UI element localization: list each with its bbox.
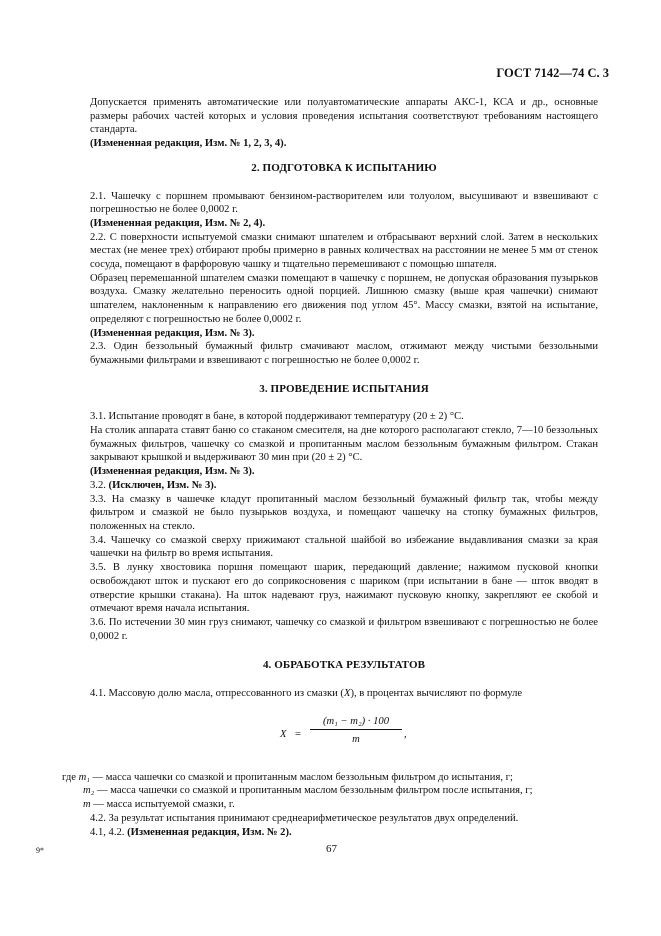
definition-m-text: — масса испытуемой смазки, г.: [90, 799, 235, 811]
formula-equals: =: [295, 728, 301, 740]
edit-note-2-1: (Измененная редакция, Изм. № 2, 4).: [90, 217, 266, 229]
definition-m: [62, 798, 598, 812]
sheet-mark: 9*: [36, 846, 44, 855]
edit-note-2-2: (Измененная редакция, Изм. № 3).: [90, 327, 255, 339]
formula: [90, 715, 598, 759]
paragraph-4-1-start: 4.1. Массовую долю масла, отпрессованного из смазки (: [90, 688, 344, 700]
formula-denominator: m: [352, 733, 360, 745]
definition-m1-text: — масса чашечки со смазкой и пропитанным маслом беззольным фильтром до испытания, г;: [89, 771, 513, 783]
paragraph-3-1b: На столик аппарата ставят баню со стаканом смесителя, на дне которого располагают стекло, 7—10 беззольных бумажных фильтров, чашечку со смазкой и пропитанным маслом беззольным бумажным фильтром. Стакан закрывают крышкой и выдерживают 30 мин при (20 ± 2) °С.: [90, 425, 598, 464]
paragraph-4-1-variable: X: [343, 688, 351, 700]
edit-note-3-1: (Измененная редакция, Изм. № 3).: [90, 466, 255, 478]
paragraph-2-2b: Образец перемешанной шпателем смазки помещают в чашечку с поршнем, не допуская образования пузырьков воздуха. Смазку желательно переносить одной порцией. Лишнюю смазку (выше края чашечки) снимают шпателем, наклоненным к направлению его движения под углом 45°. Массу смазки, взятой на испытание, определяют с погрешностью не более 0,0002 г.: [90, 272, 598, 325]
definition-m1-prefix: где: [62, 771, 79, 783]
paragraph-2-1: 2.1. Чашечку с поршнем промывают бензином-растворителем или толуолом, высушивают и взвешивают с погрешностью не более 0,0002 г.: [90, 190, 598, 216]
paragraph-3-6: 3.6. По истечении 30 мин груз снимают, чашечку со смазкой и фильтром взвешивают с погрешностью не более 0,0002 г.: [90, 616, 598, 642]
definition-m-var: m: [83, 799, 91, 811]
paragraph-4-2: 4.2. За результат испытания принимают среднеарифметическое результатов двух определений.: [90, 812, 519, 824]
page-number: 67: [326, 843, 337, 855]
paragraph-3-4: 3.4. Чашечку со смазкой сверху прижимают стальной шайбой во избежание выдавливания смазки за края чашечки на фильтр во время испытания.: [90, 534, 598, 560]
paragraph-3-5: 3.5. В лунку хвостовика поршня помещают шарик, передающий давление; нажимом пусковой кнопки освобождают шток и пускают его до соприкосновения с шариком (при испытании в бане — шток вводят в отверстие крышки стакана). На шток надевают груз, нажимают пусковую кнопку, закрепляют ее скобой и отмечают время начала испытания.: [90, 562, 598, 615]
definition-m2-var: m₂: [83, 785, 95, 797]
formula-comma: ,: [404, 728, 407, 740]
definition-m1-var: m₁: [78, 771, 90, 783]
paragraph-3-1: 3.1. Испытание проводят в бане, в которой поддерживают температуру (20 ± 2) °С.: [90, 411, 464, 423]
intro-edit-note: (Измененная редакция, Изм. № 1, 2, 3, 4).: [90, 138, 287, 150]
paragraph-4-1-end: ), в процентах вычисляют по формуле: [350, 688, 523, 700]
definition-m1: [62, 771, 598, 785]
paragraph-2-2: 2.2. С поверхности испытуемой смазки снимают шпателем и отбрасывают верхний слой. Затем в нескольких местах (не менее трех) отбирают пробы примерно в равных количествах на расстоянии не менее 5 мм от стенок сосуда, помещают в фарфоровую чашку и тщательно перемешивают с помощью шпателя.: [90, 231, 598, 271]
document-body: [62, 96, 598, 839]
paragraph-2-3: 2.3. Один беззольный бумажный фильтр смачивают маслом, отжимают между чистыми беззольными бумажными фильтрами и взвешивают с погрешностью не более 0,0002 г.: [90, 341, 598, 366]
document-header: ГОСТ 7142—74 С. 3: [496, 66, 609, 80]
paragraph-3-2-number: 3.2.: [90, 479, 106, 491]
formula-lhs: X: [280, 728, 287, 740]
variable-definitions: [62, 771, 598, 812]
section-2-title: 2. ПОДГОТОВКА К ИСПЫТАНИЮ: [251, 161, 437, 174]
intro-paragraph: Допускается применять автоматические или полуавтоматические аппараты АКС-1, КСА и др., основные размеры рабочих частей которых и условия проведения испытания соответствуют требованиям настоящего стандарта.: [90, 97, 598, 136]
paragraph-3-3: 3.3. На смазку в чашечке кладут пропитанный маслом беззольный бумажный фильтр так, чтобы между фильтром и смазкой не было пузырьков воздуха, и помещают чашечку на стопку бумажных фильтров, положенных на стекло.: [90, 493, 598, 532]
section-4-title: 4. ОБРАБОТКА РЕЗУЛЬТАТОВ: [262, 659, 426, 672]
definition-m2: [62, 784, 598, 798]
paragraph-3-2: [90, 479, 598, 493]
section-3-title: 3. ПРОВЕДЕНИЕ ИСПЫТАНИЯ: [259, 382, 429, 395]
definition-m2-text: — масса чашечки со смазкой и пропитанным маслом беззольным фильтром после испытания, г;: [94, 785, 533, 797]
paragraph-3-2-note: (Исключен, Изм. № 3).: [108, 479, 217, 491]
edit-note-4-text: (Измененная редакция, Изм. № 2).: [127, 826, 292, 838]
paragraph-4-1: [90, 687, 598, 701]
edit-note-4: [90, 826, 598, 840]
formula-numerator: (m₁ − m₂) · 100: [310, 715, 402, 731]
edit-note-4-number: 4.1, 4.2.: [90, 826, 125, 838]
